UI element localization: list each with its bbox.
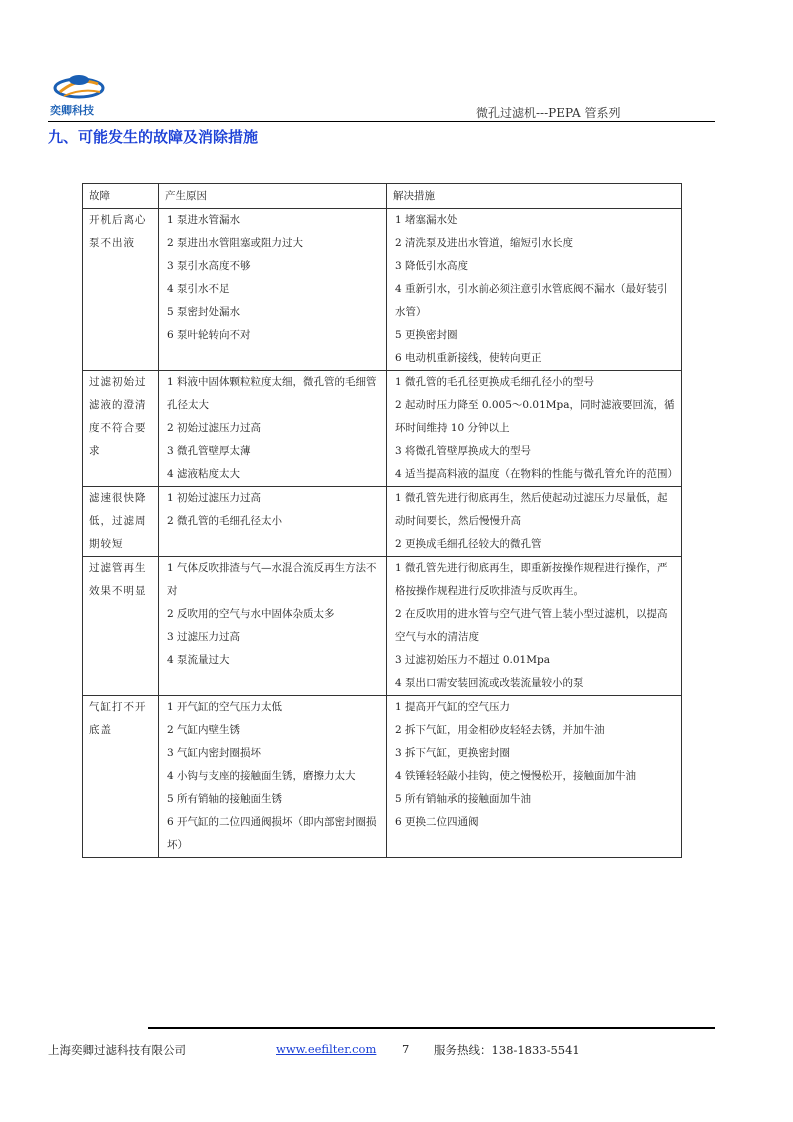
cause-item: 2 泵进出水管阻塞或阻力过大 [167, 237, 304, 249]
cause-item: 1 初始过滤压力过高 [167, 492, 262, 504]
header-divider [48, 121, 715, 122]
cause-item: 6 开气缸的二位四通阀损坏（即内部密封圈损坏） [167, 816, 377, 851]
fault-table [82, 183, 682, 858]
table-header-row [83, 184, 682, 209]
solution-item: 3 降低引水高度 [395, 260, 469, 272]
cause-cell [159, 209, 387, 371]
footer-company: 上海奕卿过滤科技有限公司 [48, 1043, 186, 1057]
cause-item: 3 泵引水高度不够 [167, 260, 251, 272]
cause-item: 3 气缸内密封圈损坏 [167, 747, 262, 759]
fault-cell: 气缸打不开底盖 [83, 696, 159, 858]
solution-cell [387, 487, 682, 557]
solution-item: 5 更换密封圈 [395, 329, 458, 341]
cause-item: 3 微孔管壁厚太薄 [167, 445, 251, 457]
solution-item: 5 所有销轴承的接触面加牛油 [395, 793, 532, 805]
cause-item: 1 泵进水管漏水 [167, 214, 241, 226]
cause-item: 5 泵密封处漏水 [167, 306, 241, 318]
solution-cell [387, 209, 682, 371]
solution-item: 4 适当提高料液的温度（在物料的性能与微孔管允许的范围） [395, 468, 679, 480]
cause-item: 2 气缸内壁生锈 [167, 724, 241, 736]
footer-divider [148, 1027, 715, 1029]
cause-item: 3 过滤压力过高 [167, 631, 241, 643]
cause-cell [159, 557, 387, 696]
solution-item: 1 提高开气缸的空气压力 [395, 701, 511, 713]
table-row [83, 557, 682, 696]
fault-cell: 过滤初始过滤液的澄清度不符合要求 [83, 371, 159, 487]
cause-item: 4 泵引水不足 [167, 283, 230, 295]
cause-item: 1 气体反吹排渣与气—水混合流反再生方法不对 [167, 562, 377, 597]
section-title: 九、可能发生的故障及消除措施 [48, 128, 259, 146]
table-row [83, 209, 682, 371]
fault-cell: 滤速很快降低，过滤周期较短 [83, 487, 159, 557]
solution-item: 6 更换二位四通阀 [395, 816, 479, 828]
solution-cell [387, 371, 682, 487]
page-number: 7 [402, 1042, 410, 1056]
solution-item: 2 更换成毛细孔径较大的微孔管 [395, 538, 542, 550]
solution-item: 1 微孔管先进行彻底再生，然后使起动过滤压力尽量低，起动时间要长，然后慢慢升高 [395, 492, 668, 527]
solution-item: 1 微孔管先进行彻底再生，即重新按操作规程进行操作，严格按操作规程进行反吹排渣与反吹再生。 [395, 562, 668, 597]
solution-item: 3 将微孔管壁厚换成大的型号 [395, 445, 532, 457]
solution-item: 4 泵出口需安装回流或改装流量较小的泵 [395, 677, 584, 689]
solution-cell [387, 557, 682, 696]
solution-item: 3 过滤初始压力不超过 0.01Mpa [395, 654, 550, 666]
solution-item: 4 重新引水，引水前必须注意引水管底阀不漏水（最好装引水管） [395, 283, 668, 318]
cause-cell [159, 371, 387, 487]
cause-cell [159, 487, 387, 557]
header-fault: 故障 [83, 184, 159, 209]
footer-hotline: 服务热线：138-1833-5541 [434, 1043, 580, 1057]
cause-item: 5 所有销轴的接触面生锈 [167, 793, 283, 805]
cause-item: 2 初始过滤压力过高 [167, 422, 262, 434]
cause-item: 2 微孔管的毛细孔径太小 [167, 515, 283, 527]
table-row [83, 487, 682, 557]
solution-item: 6 电动机重新接线，使转向更正 [395, 352, 542, 364]
cause-item: 2 反吹用的空气与水中固体杂质太多 [167, 608, 335, 620]
footer-website-link[interactable]: www.eefilter.com [276, 1042, 377, 1056]
cause-item: 4 滤液粘度太大 [167, 468, 241, 480]
solution-item: 2 起动时压力降至 0.005～0.01Mpa，同时滤液要回流，循环时间维持 10 分钟以上 [395, 399, 675, 434]
table-row [83, 696, 682, 858]
cause-item: 4 小钩与支座的接触面生锈，磨擦力太大 [167, 770, 356, 782]
cause-cell [159, 696, 387, 858]
solution-item: 1 堵塞漏水处 [395, 214, 458, 226]
solution-item: 2 拆下气缸，用金相砂皮轻轻去锈，并加牛油 [395, 724, 605, 736]
logo-text: 奕卿科技 [50, 104, 94, 117]
cause-item: 6 泵叶轮转向不对 [167, 329, 251, 341]
fault-cell: 过滤管再生效果不明显 [83, 557, 159, 696]
solution-item: 2 清洗泵及进出水管道，缩短引水长度 [395, 237, 574, 249]
cause-item: 1 料液中固体颗粒粒度太细，微孔管的毛细管孔径太大 [167, 376, 377, 411]
cause-item: 4 泵流量过大 [167, 654, 230, 666]
cause-item: 1 开气缸的空气压力太低 [167, 701, 283, 713]
solution-item: 4 铁锤轻轻敲小挂钩，使之慢慢松开，接触面加牛油 [395, 770, 637, 782]
header-cause: 产生原因 [159, 184, 387, 209]
solution-item: 1 微孔管的毛孔径更换成毛细孔径小的型号 [395, 376, 595, 388]
document-title: 微孔过滤机---PEPA 管系列 [476, 106, 621, 120]
header-solution: 解决措施 [387, 184, 682, 209]
solution-cell [387, 696, 682, 858]
solution-item: 2 在反吹用的进水管与空气进气管上装小型过滤机，以提高空气与水的清洁度 [395, 608, 668, 643]
fault-cell: 开机后离心泵不出液 [83, 209, 159, 371]
table-row [83, 371, 682, 487]
solution-item: 3 拆下气缸，更换密封圈 [395, 747, 511, 759]
